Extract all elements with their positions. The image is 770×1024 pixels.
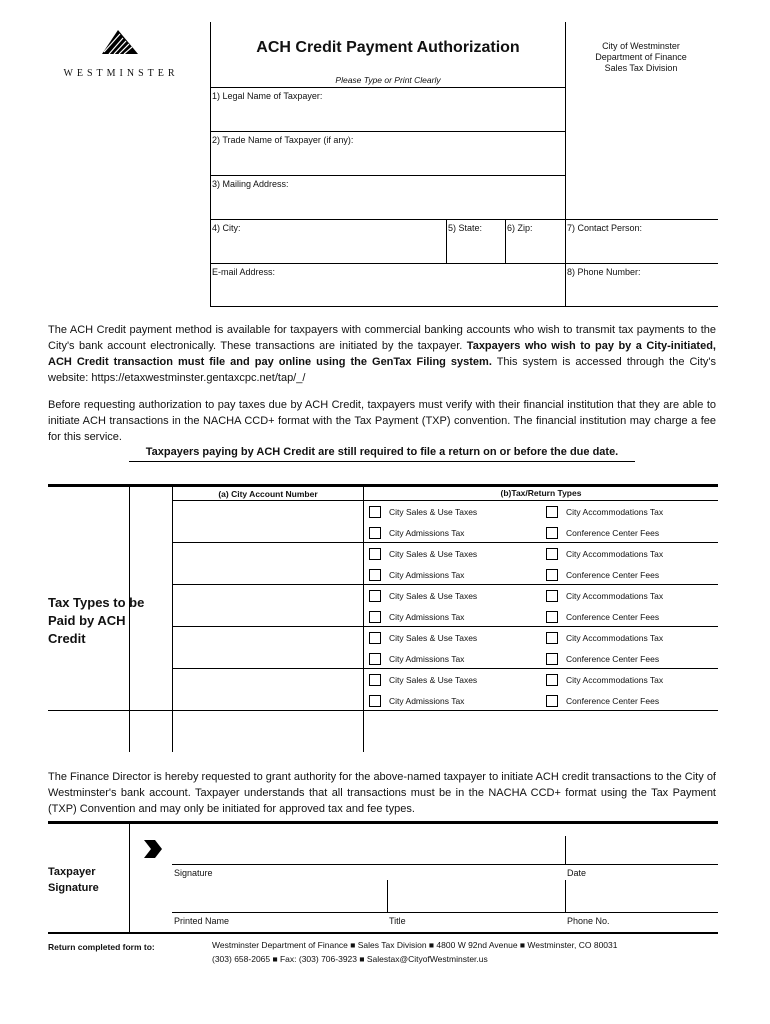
intro-paragraph: The ACH Credit payment method is available for taxpayers with commercial banking accounts who wish to transmit tax payments to the City's bank account electronically. These transactions are initiated by the taxpayer. Taxpayers who wish to pay by a City-initiated, ACH Credit transaction must file and pay online using the GenTax Filing system. This system is accessed through the City's website: https://etaxwestminster.gentaxcpc.net/tap/_/ — [48, 324, 717, 384]
tax-type-checkbox[interactable] — [369, 527, 381, 539]
tax-type-checkbox[interactable] — [546, 674, 558, 686]
phone-no-label: Phone No. — [567, 916, 610, 926]
tax-type-checkbox[interactable] — [369, 632, 381, 644]
contact-person-field[interactable]: 7) Contact Person: — [567, 223, 643, 233]
tax-type-checkbox[interactable] — [369, 611, 381, 623]
form-title: ACH Credit Payment Authorization — [256, 39, 520, 56]
tax-type-option: City Admissions Tax — [389, 654, 465, 664]
signature-label: Signature — [174, 868, 213, 878]
date-label: Date — [567, 868, 587, 878]
tax-type-option: City Accommodations Tax — [566, 549, 664, 559]
tax-type-checkbox[interactable] — [546, 653, 558, 665]
tax-type-option: City Admissions Tax — [389, 570, 465, 580]
return-contact: (303) 658-2065 ■ Fax: (303) 706-3923 ■ Salestax@CityofWestminster.us — [212, 954, 488, 964]
title-label: Title — [389, 916, 406, 926]
taxpayer-signature-label: Taxpayer Signature — [48, 866, 99, 894]
westminster-logo-icon — [98, 30, 140, 58]
printed-name-label: Printed Name — [174, 916, 230, 926]
tax-type-option: Conference Center Fees — [566, 528, 660, 538]
account-number-input[interactable] — [173, 501, 362, 541]
legal-name-field[interactable]: 1) Legal Name of Taxpayer: — [212, 91, 323, 101]
dept-line: Department of Finance — [595, 52, 687, 62]
printed-name-line[interactable] — [172, 912, 718, 913]
tax-type-checkbox[interactable] — [546, 569, 558, 581]
tax-type-option: City Admissions Tax — [389, 696, 465, 706]
tax-type-option: City Sales & Use Taxes — [389, 675, 478, 685]
authorization-paragraph: The Finance Director is hereby requested to grant authority for the above-named taxpayer to initiate ACH credit transactions to the City of Westminster's bank account. Taxpayer understands that all transactions must be in the NACHA CCD+ format using the Tax Payment (TXP) Convention and may only be initiated for approved tax and fee types. — [48, 771, 716, 815]
tax-type-checkbox[interactable] — [369, 569, 381, 581]
tax-type-checkbox[interactable] — [546, 695, 558, 707]
tax-type-option: City Sales & Use Taxes — [389, 591, 478, 601]
tax-types-side-label: Tax Types to be Paid by ACH Credit — [48, 595, 145, 646]
account-number-input[interactable] — [173, 543, 362, 583]
tax-type-checkbox[interactable] — [369, 548, 381, 560]
tax-type-option: Conference Center Fees — [566, 654, 660, 664]
tax-type-option: City Sales & Use Taxes — [389, 507, 478, 517]
account-number-header: (a) City Account Number — [218, 489, 318, 499]
tax-type-option: City Accommodations Tax — [566, 591, 664, 601]
due-date-notice: Taxpayers paying by ACH Credit are still required to file a return on or before the due date. — [145, 446, 619, 458]
tax-type-checkbox[interactable] — [369, 590, 381, 602]
tax-type-option: City Accommodations Tax — [566, 633, 664, 643]
tax-type-option: City Accommodations Tax — [566, 507, 664, 517]
tax-type-option: City Sales & Use Taxes — [389, 549, 478, 559]
tax-type-checkbox[interactable] — [546, 611, 558, 623]
department-block — [566, 41, 716, 74]
city-field[interactable]: 4) City: — [212, 223, 241, 233]
account-number-input[interactable] — [173, 585, 362, 625]
return-to-label: Return completed form to: — [48, 942, 155, 952]
account-number-input[interactable] — [173, 627, 362, 667]
state-field[interactable]: 5) State: — [448, 223, 483, 233]
signature-line[interactable] — [172, 864, 718, 865]
tax-type-checkbox[interactable] — [369, 695, 381, 707]
verification-paragraph: Before requesting authorization to pay taxes due by ACH Credit, taxpayers must verify with their financial institution that they are able to initiate ACH transactions in the NACHA CCD+ format with the Tax Payment (TXP) convention. The financial institution may charge a fee for this service. — [48, 399, 716, 443]
zip-field[interactable]: 6) Zip: — [507, 223, 533, 233]
return-address: Westminster Department of Finance ■ Sales Tax Division ■ 4800 W 92nd Avenue ■ Westminster, CO 80031 — [212, 940, 618, 950]
tax-type-checkbox[interactable] — [546, 632, 558, 644]
logo-text: WESTMINSTER — [63, 68, 179, 79]
tax-type-checkbox[interactable] — [546, 548, 558, 560]
sign-here-arrow-icon — [142, 838, 164, 860]
trade-name-field[interactable]: 2) Trade Name of Taxpayer (if any): — [212, 135, 354, 145]
tax-type-checkbox[interactable] — [546, 527, 558, 539]
tax-type-checkbox[interactable] — [369, 653, 381, 665]
tax-type-option: Conference Center Fees — [566, 612, 660, 622]
tax-type-option: Conference Center Fees — [566, 570, 660, 580]
tax-types-header: (b)Tax/Return Types — [500, 488, 582, 498]
tax-type-option: City Sales & Use Taxes — [389, 633, 478, 643]
form-subtitle: Please Type or Print Clearly — [335, 75, 441, 85]
tax-type-option: City Admissions Tax — [389, 612, 465, 622]
phone-number-field[interactable]: 8) Phone Number: — [567, 267, 641, 277]
email-field[interactable]: E-mail Address: — [212, 267, 276, 277]
tax-type-checkbox[interactable] — [369, 674, 381, 686]
dept-line: Sales Tax Division — [604, 63, 678, 73]
tax-type-option: City Admissions Tax — [389, 528, 465, 538]
dept-line: City of Westminster — [602, 41, 680, 51]
tax-type-checkbox[interactable] — [546, 590, 558, 602]
mailing-address-field[interactable]: 3) Mailing Address: — [212, 179, 289, 189]
account-number-input[interactable] — [173, 669, 362, 709]
tax-type-option: City Accommodations Tax — [566, 675, 664, 685]
tax-type-checkbox[interactable] — [369, 506, 381, 518]
tax-type-checkbox[interactable] — [546, 506, 558, 518]
tax-type-option: Conference Center Fees — [566, 696, 660, 706]
